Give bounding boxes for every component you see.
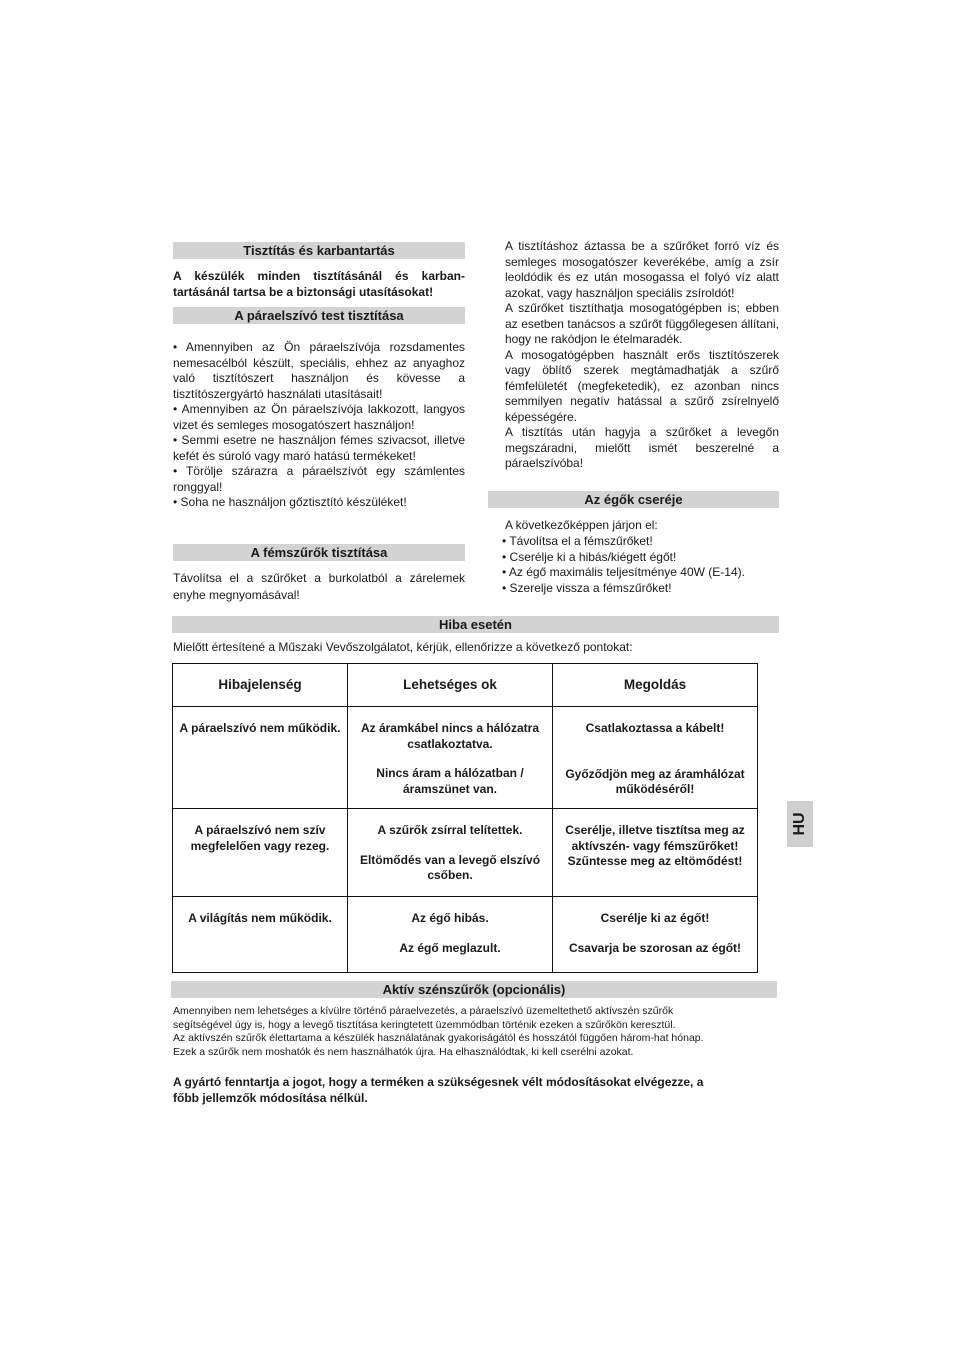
solution-text: Győződjön meg az áramhálózat működéséről!	[565, 766, 745, 796]
table-row	[173, 809, 758, 897]
cause-text: Eltömődés van a levegő elszívó csőben.	[359, 852, 541, 882]
cleaning-instructions-list	[173, 340, 465, 511]
troubleshooting-intro: Mielőtt értesítené a Műszaki Vevőszolgálatot, kérjük, ellenőrizze a következő pontokat:	[173, 640, 633, 654]
metal-filter-instructions	[173, 570, 465, 604]
section-heading-metal-filters: A fémszűrők tisztítása	[173, 544, 465, 561]
list-item: • Az égő maximális teljesítménye 40W (E-14).	[502, 565, 745, 579]
symptom-cell	[173, 809, 348, 897]
section-heading-body-cleaning: A páraelszívó test tisztítása	[173, 307, 465, 324]
solution-cell	[553, 707, 758, 809]
disclaimer-line: A gyártó fenntartja a jogot, hogy a terméken a szükségesnek vélt módosításokat elvégezze, a	[173, 1075, 704, 1089]
solution-text: Cserélje, illetve tisztítsa meg az aktívszén- vagy fémszűrőket!	[565, 823, 745, 853]
cause-cell	[348, 707, 553, 809]
cause-text: Az égő hibás.	[411, 911, 489, 925]
section-heading-carbon-filters: Aktív szénszűrők (opcionális)	[171, 981, 777, 998]
language-code: HU	[791, 812, 808, 836]
cause-text: Az égő meglazult.	[399, 940, 501, 955]
paragraph: A tisztításhoz áztassa be a szűrőket forró víz és semleges mosogatószer keverékébe, amíg a zsír leoldódik és ez után mosogassa el folyó víz alatt azokat, vagy használjon speciális zsíroldót!	[505, 239, 779, 300]
cause-cell	[348, 897, 553, 973]
solution-text: Cserélje ki az égőt!	[600, 911, 710, 925]
text-line: Amennyiben nem lehetséges a kívülre történő páraelvezetés, a páraelszívó üzemeltethető aktívszén szűrők	[173, 1005, 674, 1017]
bulb-intro: A következőképpen járjon el:	[505, 518, 658, 532]
solution-cell	[553, 809, 758, 897]
text-line: segítségével úgy is, hogy a levegő tisztítása keringtetett üzemmódban történik ezeken a szűrőkön keresztül.	[173, 1018, 676, 1031]
symptom-cell	[173, 897, 348, 973]
solution-text: Szűntesse meg az eltömődést!	[567, 854, 743, 868]
table-row	[173, 897, 758, 973]
section-heading-bulb-replacement: Az égők cseréje	[488, 491, 779, 508]
language-tab	[787, 801, 813, 847]
list-item: • Semmi esetre ne használjon fémes szivacsot, illetve kefét és súroló vagy maró hatású termékeket!	[173, 433, 465, 463]
text-line: Ezek a szűrők nem moshatók és nem használhatók újra. Ha elhasználódtak, ki kell cserélni azokat.	[173, 1045, 634, 1058]
section-heading-troubleshooting: Hiba esetén	[172, 616, 779, 633]
solution-text: Csavarja be szorosan az égőt!	[568, 940, 742, 955]
disclaimer-line: főbb jellemzők módosítása nélkül.	[173, 1090, 368, 1105]
bulb-steps-list	[502, 534, 779, 596]
column-header: Lehetséges ok	[348, 664, 553, 707]
table-row	[173, 707, 758, 809]
troubleshooting-table	[172, 663, 758, 973]
cause-text: Nincs áram a hálózatban / áramszünet van.	[376, 766, 524, 796]
table-header-row	[173, 664, 758, 707]
list-item: • Törölje szárazra a páraelszívót egy számlentes ronggyal!	[173, 464, 465, 494]
metal-filter-text: Távolítsa el a szűrőket a burkolatból a zárelemek enyhe megnyomásával!	[173, 571, 465, 602]
cause-text: Az áramkábel nincs a hálózatra csatlakoztatva.	[360, 721, 540, 751]
paragraph: A mosogatógépben használt erős tisztítószerek vagy öblítő szerek megtámadhatják a szűrő fémfelületét (megfeketedik), ez azonban nincs semmilyen negatív hatással a szűrő zsírelnyelő képességére.	[505, 347, 779, 424]
symptom-text: A világítás nem működik.	[188, 911, 332, 925]
solution-text: Csatlakoztassa a kábelt!	[585, 721, 725, 735]
paragraph: A szűrőket tisztíthatja mosogatógépben is; ebben az esetben tanácsos a szűrőt függőlegesen állítani, hogy ne rakódjon le ételmaradék.	[505, 301, 779, 346]
list-item: • Amennyiben az Ön páraelszívója rozsdamentes nemesacélból készült, speciális, ehhez az anyaghoz való tisztítószert használjon és kövesse a tisztítószergyártó használati utasításait!	[173, 340, 465, 401]
symptom-text: A páraelszívó nem működik.	[179, 721, 341, 735]
list-item: • Távolítsa el a fémszűrőket!	[502, 534, 653, 548]
text-line: Az aktívszén szűrők élettartama a készülék használatának gyakoriságától és hosszától függően három-hat hónap.	[173, 1032, 704, 1044]
list-item: • Szerelje vissza a fémszűrőket!	[502, 580, 672, 595]
list-item: • Soha ne használjon gőztisztító készüléket!	[173, 495, 407, 509]
column-header: Megoldás	[553, 664, 758, 707]
cause-text: A szűrők zsírral telítettek.	[377, 823, 523, 837]
symptom-text: A páraelszívó nem szív megfelelően vagy rezeg.	[190, 823, 330, 853]
carbon-filter-text	[173, 1005, 773, 1059]
column-header: Hibajelenség	[173, 664, 348, 707]
list-item: • Cserélje ki a hibás/kiégett égőt!	[502, 549, 677, 564]
cause-cell	[348, 809, 553, 897]
section-heading-cleaning: Tisztítás és karbantartás	[173, 242, 465, 259]
paragraph: A tisztítás után hagyja a szűrőket a levegőn megszáradni, mielőtt ismét beszerelné a páraelszívóba!	[505, 425, 779, 470]
list-item: • Amennyiben az Ön páraelszívója lakkozott, langyos vizet és semleges mosogatószert használjon!	[173, 402, 465, 432]
solution-cell	[553, 897, 758, 973]
safety-warning: A készülék minden tisztításánál és karban-tartásánál tartsa be a biztonsági utasításokat!	[173, 269, 465, 299]
manufacturer-disclaimer	[173, 1075, 773, 1106]
symptom-cell	[173, 707, 348, 809]
filter-washing-text	[505, 239, 779, 472]
